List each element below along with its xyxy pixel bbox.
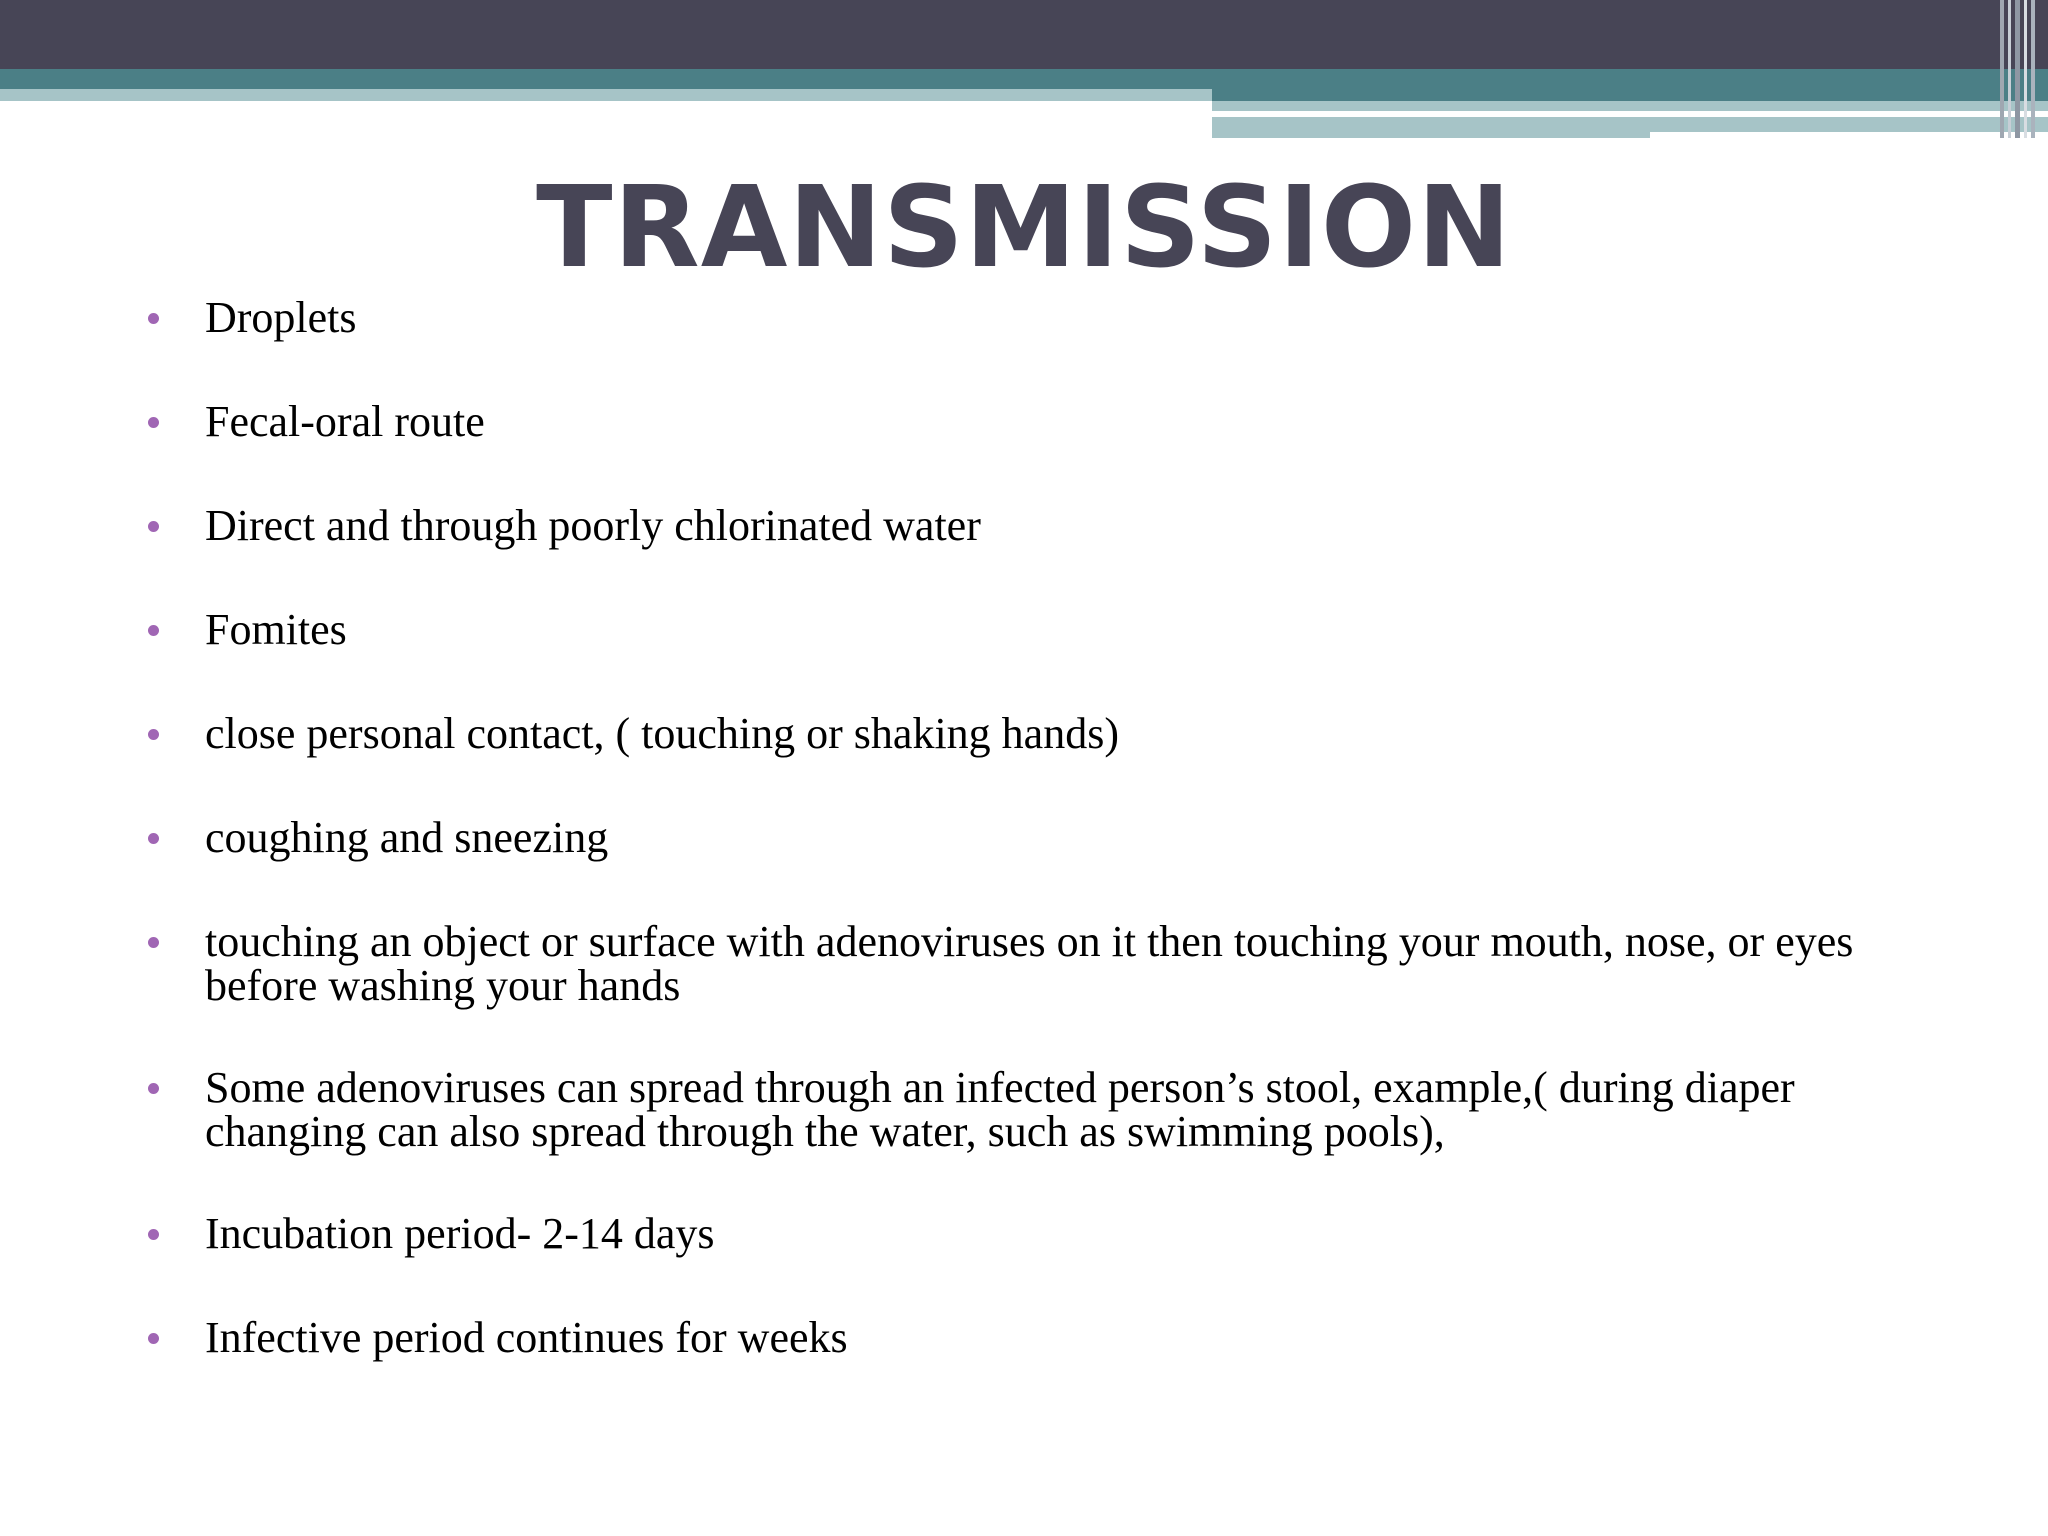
bullet-list <box>148 293 1908 1420</box>
bullet-dot-icon <box>148 1083 159 1094</box>
bullet-item <box>148 293 1908 342</box>
header-band-light-left <box>0 89 1212 101</box>
bullet-text: Droplets <box>205 293 357 342</box>
bullet-item <box>148 813 1908 862</box>
bullet-item <box>148 397 1908 446</box>
bullet-dot-icon <box>148 1333 159 1344</box>
bullet-text: touching an object or surface with adenoviruses on it then touching your mouth, nose, or eyes before washing your hands <box>205 917 1854 1010</box>
bullet-item <box>148 1063 1908 1156</box>
bullet-text: Infective period continues for weeks <box>205 1313 848 1362</box>
header-band-step <box>1212 132 1650 138</box>
bullet-item <box>148 709 1908 758</box>
header-edge-stripes <box>2000 0 2048 138</box>
bullet-text: Some adenoviruses can spread through an infected person’s stool, example,( during diaper changing can also spread through the water, such as swimming pools), <box>205 1063 1795 1156</box>
bullet-text: coughing and sneezing <box>205 813 609 862</box>
header-band-light-right-lower <box>1212 117 2048 132</box>
bullet-text: Fecal-oral route <box>205 397 485 446</box>
bullet-text: Direct and through poorly chlorinated water <box>205 501 981 550</box>
bullet-item <box>148 605 1908 654</box>
bullet-dot-icon <box>148 625 159 636</box>
bullet-dot-icon <box>148 521 159 532</box>
bullet-text: close personal contact, ( touching or shaking hands) <box>205 709 1119 758</box>
bullet-item <box>148 1209 1908 1258</box>
header-band-teal-right <box>1212 89 2048 101</box>
bullet-dot-icon <box>148 937 159 948</box>
bullet-text: Incubation period- 2-14 days <box>205 1209 715 1258</box>
bullet-text: Fomites <box>205 605 347 654</box>
bullet-dot-icon <box>148 1229 159 1240</box>
bullet-dot-icon <box>148 729 159 740</box>
header-band-dark <box>0 0 2048 69</box>
bullet-dot-icon <box>148 833 159 844</box>
slide-title: TRANSMISSION <box>536 163 1512 293</box>
header-band-light-right <box>1212 101 2048 111</box>
bullet-dot-icon <box>148 417 159 428</box>
bullet-item <box>148 501 1908 550</box>
header-band-teal <box>0 69 2048 89</box>
bullet-item <box>148 917 1908 1010</box>
bullet-dot-icon <box>148 313 159 324</box>
bullet-item <box>148 1313 1908 1362</box>
